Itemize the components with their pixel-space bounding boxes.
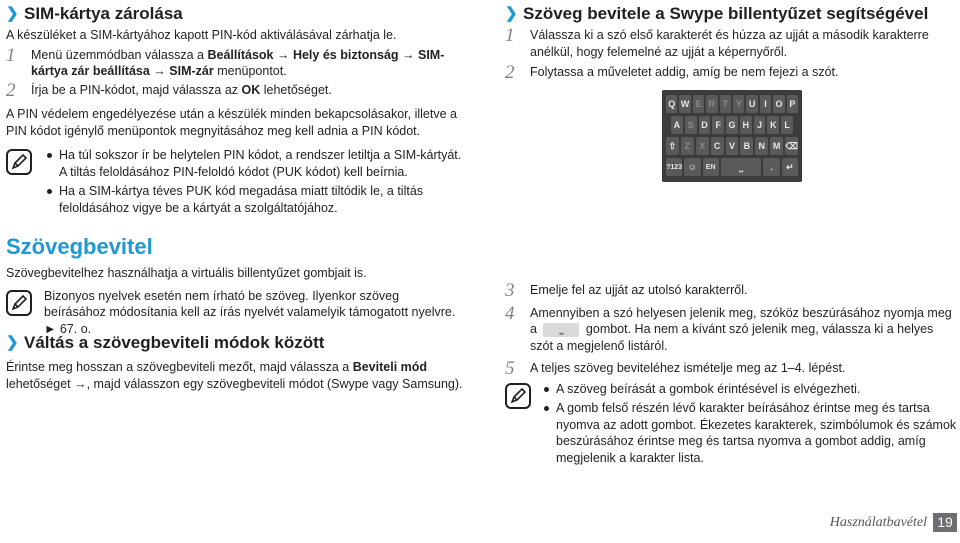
note-icon [505,383,531,409]
swype-steps-continued [505,282,957,466]
text-input-note [6,288,464,338]
note-bullet: A gomb felső részén lévő karakter beírásához érintse meg és tartsa nyomva az adott gombot. Ékezetes karakterek, szimbólumok és számok beszúrásához érintse meg és tartsa nyomva a gombot addig, amíg megjelenik a karakter lista. [543,400,957,466]
sim-lock-title: SIM-kártya zárolása [24,4,183,23]
step-text: Emelje fel az ujját az utolsó karakterről. [530,283,748,297]
swype-heading [505,4,957,24]
step-number: 2 [6,79,16,101]
space-key-icon: ⎵ [721,158,762,176]
emoticon-key-icon: ☺ [684,158,700,176]
step-number: 4 [505,302,515,324]
note-bullet: A szöveg beírását a gombok érintésével is elvégezheti. [543,381,957,398]
key-d: D [699,116,711,134]
step-text: gombot. Ha nem a kívánt szó jelenik meg, válassza ki a helyes szót a megjelenő listáról. [530,322,934,353]
text-input-intro: Szövegbevitelhez használhatja a virtuális billentyűzet gombjait is. [6,266,367,280]
swype-keyboard-illustration [662,90,802,182]
switch-mode-title: Váltás a szövegbeviteli módok között [24,333,325,352]
arrow-icon: → [149,64,170,78]
step-number: 1 [6,44,16,66]
menu-path-location-security: Hely és biztonság [292,47,399,62]
sim-lock-note [6,147,464,216]
menu-path-sim-lock: SIM-zár [169,64,214,78]
key-k: K [767,116,779,134]
sim-lock-heading [6,4,464,24]
chevron-right-icon: ❯ [6,334,19,351]
switch-mode-text [6,359,464,392]
section-label: Használatbavétel [829,514,927,530]
keyboard-row [666,137,798,155]
swype-title: Szöveg bevitele a Swype billentyűzet segítségével [523,4,929,23]
step-number: 5 [505,358,515,379]
key-q: Q [666,95,677,113]
space-key-icon: ⎵ [543,323,579,337]
keyboard-row [666,95,798,113]
key-s: S [685,116,697,134]
key-x: X [696,137,709,155]
key-e: E [693,95,704,113]
step-number: 3 [505,280,515,301]
step-text: Írja be a PIN-kódot, majd válassza az [31,82,242,97]
key-l: L [781,116,793,134]
key-t: T [720,95,731,113]
sim-lock-step-2 [6,79,464,101]
key-u: U [746,95,757,113]
input-method-label: Beviteli mód [352,360,428,374]
period-key: . [763,158,779,176]
step-number: 2 [505,62,515,83]
page-number: 19 [933,513,957,532]
key-i: I [760,95,771,113]
key-r: R [706,95,717,113]
step-text: A teljes szöveg beviteléhez ismételje meg az 1–4. lépést. [530,361,846,375]
body-text: Érintse meg hosszan a szövegbeviteli mezőt, majd válassza a [6,360,353,374]
swype-note [505,381,957,467]
ok-label: OK [241,82,261,97]
swype-step-3 [505,282,957,299]
switch-mode-heading [6,333,464,353]
chevron-right-icon: ❯ [505,5,518,22]
arrow-icon: → [398,47,418,62]
body-text: lehetőséget →, majd válasszon egy szövegbeviteli módot (Swype vagy Samsung). [6,376,463,391]
swype-step-2 [505,64,957,81]
key-z: Z [681,137,694,155]
keyboard-row [666,116,798,134]
menu-path-settings: Beállítások [207,47,274,62]
sim-lock-intro: A készüléket a SIM-kártyához kapott PIN-kód aktiválásával zárhatja le. [6,28,397,42]
key-j: J [754,116,766,134]
language-key: EN [703,158,719,176]
step-text: Válassza ki a szó első karakterét és húzza az ujját a második karakterre anélkül, hogy felemelné az ujját a képernyőről. [530,28,929,59]
step-text: lehetőséget. [260,82,332,97]
text-input-section [6,234,464,337]
key-y: Y [733,95,744,113]
arrow-icon: → [273,47,293,62]
keyboard-row [666,158,798,176]
key-g: G [726,116,738,134]
step-text: Folytassa a műveletet addig, amíg be nem fejezi a szót. [530,65,839,79]
step-text: Menü üzemmódban válassza a [31,47,208,62]
note-bullet: Ha a SIM-kártya téves PUK kód megadása miatt tiltódik le, a tiltás feloldásához vigye be a kártyát a szolgáltatójához. [46,183,464,216]
swype-step-4 [505,302,957,355]
sim-lock-paragraph: A PIN védelem engedélyezése után a készülék minden bekapcsolásakor, illetve a PIN kódot igénylő menüpontok megnyitásához meg kell adnia a PIN kódot. [6,107,457,138]
swype-section [505,4,957,81]
step-number: 1 [505,25,515,46]
chevron-right-icon: ❯ [6,5,19,22]
key-n: N [755,137,768,155]
note-icon [6,290,32,316]
shift-key-icon: ⇧ [666,137,679,155]
note-icon [6,149,32,175]
swype-step-1 [505,27,957,60]
backspace-key-icon: ⌫ [785,137,798,155]
key-c: C [711,137,724,155]
key-w: W [679,95,690,113]
step-text: Amennyiben a szó helyesen jelenik meg, szóköz beszúrásához nyomja meg a [530,305,952,336]
sim-lock-step-1 [6,44,464,80]
swype-step-5 [505,360,957,377]
key-v: V [726,137,739,155]
enter-key-icon: ↵ [782,158,798,176]
step-text: menüpontot. [213,64,287,78]
switch-mode-section [6,333,464,392]
key-m: M [770,137,783,155]
text-input-heading: Szövegbevitel [6,234,153,259]
key-h: H [740,116,752,134]
key-p: P [787,95,798,113]
note-text: Bizonyos nyelvek esetén nem írható be szöveg. Ilyenkor szöveg beírásához módosítania kell az írás nyelvét valamelyik támogatott nyelvre. ► 67. o. [44,288,456,336]
key-a: A [671,116,683,134]
key-f: F [712,116,724,134]
page-footer [830,513,957,532]
key-o: O [773,95,784,113]
menu-path-sim-lock-setup: SIM-kártya zár beállítása [31,47,445,78]
symbols-key: ?123 [666,158,682,176]
key-b: B [740,137,753,155]
note-bullet: Ha túl sokszor ír be helytelen PIN kódot, a rendszer letiltja a SIM-kártyát. A tiltás feloldásához PIN-feloldó kódot (PUK kódot) kell beírnia. [46,147,464,180]
sim-lock-section [6,4,464,216]
